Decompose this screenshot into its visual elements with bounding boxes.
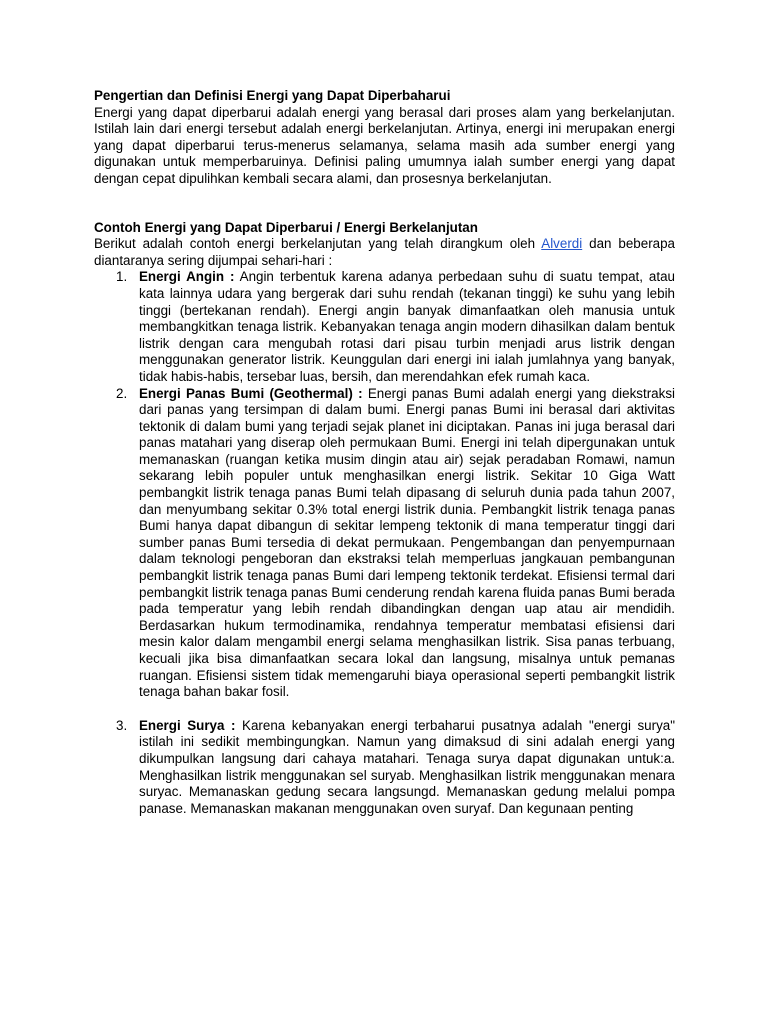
item-term: Energi Panas Bumi (Geothermal) : xyxy=(139,385,363,401)
list-item-wind-energy xyxy=(94,269,675,385)
list-item-solar-energy xyxy=(94,718,675,818)
energy-examples-list xyxy=(94,269,675,817)
item-term: Energi Angin : xyxy=(139,269,235,285)
examples-intro xyxy=(94,236,675,269)
item-text: Energi panas Bumi adalah energi yang diekstraksi dari panas yang tersimpan di dalam bumi. Energi panas Bumi ini berasal dari aktivitas tektonik di dalam bumi yang terjadi sejak planet ini diciptakan. Panas ini juga berasal dari panas matahari yang diserap oleh permukaan Bumi. Energi ini telah dipergunakan untuk memanaskan (ruangan ketika musim dingin atau air) sejak peradaban Romawi, namun sekarang lebih populer untuk menghasilkan energi listrik. Sekitar 10 Giga Watt pembangkit listrik tenaga panas Bumi telah dipasang di seluruh dunia pada tahun 2007, dan menyumbang sekitar 0.3% total energi listrik dunia. Pembangkit listrik tenaga panas Bumi hanya dapat dibangun di sekitar lempeng tektonik di mana temperatur tinggi dari sumber panas Bumi tersedia di dekat permukaan. Pengembangan dan penyempurnaan dalam teknologi pengeboran dan ekstraksi telah memperluas jangkauan pembangunan pembangkit listrik tenaga panas Bumi dari lempeng tektonik terdekat. Efisiensi termal dari pembangkit listrik tenaga panas Bumi cenderung rendah karena fluida panas Bumi berada pada temperatur yang lebih rendah dibandingkan dengan uap atau air mendidih. Berdasarkan hukum termodinamika, rendahnya temperatur membatasi efisiensi dari mesin kalor dalam mengambil energi selama menghasilkan listrik. Sisa panas terbuang, kecuali jika bisa dimanfaatkan secara lokal dan langsung, misalnya untuk pemanas ruangan. Efisiensi sistem tidak memengaruhi biaya operasional seperti pembangkit listrik tenaga bahan bakar fosil. xyxy=(139,385,675,700)
document-page xyxy=(94,88,675,817)
definition-paragraph: Energi yang dapat diperbarui adalah energi yang berasal dari proses alam yang berkelanjutan. Istilah lain dari energi tersebut adalah energi berkelanjutan. Artinya, energi ini merupakan energi yang dapat diperbarui terus-menerus selamanya, selama masih ada sumber energi yang digunakan untuk memperbaruinya. Definisi paling umumnya ialah sumber energi yang dapat dengan cepat dipulihkan kembali secara alami, dan prosesnya berkelanjutan. xyxy=(94,104,675,186)
spacer xyxy=(94,188,675,220)
list-number: 3. xyxy=(116,717,128,733)
intro-text-before: Berikut adalah contoh energi berkelanjutan yang telah dirangkum oleh xyxy=(94,236,542,252)
section-heading-examples: Contoh Energi yang Dapat Diperbarui / Energi Berkelanjutan xyxy=(94,219,478,235)
item-text: Karena kebanyakan energi terbaharui pusatnya adalah "energi surya" istilah ini sedikit membingungkan. Namun yang dimaksud di sini adalah energi yang dikumpulkan langsung dari cahaya matahari. Tenaga surya dapat digunakan untuk:a. Menghasilkan listrik menggunakan sel suryab. Menghasilkan listrik menggunakan menara suryac. Memanaskan gedung secara langsungd. Memanaskan gedung melalui pompa panase. Memanaskan makanan menggunakan oven suryaf. Dan kegunaan penting xyxy=(139,717,675,816)
list-item-geothermal-energy xyxy=(94,386,675,701)
intro-text-after: dan beberapa diantaranya sering dijumpai sehari-hari : xyxy=(94,236,675,268)
item-term: Energi Surya : xyxy=(139,717,236,733)
item-text: Angin terbentuk karena adanya perbedaan suhu di suatu tempat, atau kata lainnya udara yang bergerak dari suhu rendah (tekanan tinggi) ke suhu yang lebih tinggi (bertekanan rendah). Energi angin banyak dimanfaatkan oleh manusia untuk membangkitkan tenaga listrik. Kebanyakan tenaga angin modern dihasilkan dalam bentuk listrik dengan cara mengubah rotasi dari pisau turbin menjadi arus listrik dengan menggunakan generator listrik. Keunggulan dari energi ini ialah jumlahnya yang banyak, tidak habis-habis, tersebar luas, bersih, dan merendahkan efek rumah kaca. xyxy=(139,269,675,384)
list-number: 2. xyxy=(116,385,128,401)
alverdi-link[interactable]: Alverdi xyxy=(541,236,583,252)
section-heading-definition: Pengertian dan Definisi Energi yang Dapat Diperbaharui xyxy=(94,88,451,103)
list-number: 1. xyxy=(116,269,128,285)
